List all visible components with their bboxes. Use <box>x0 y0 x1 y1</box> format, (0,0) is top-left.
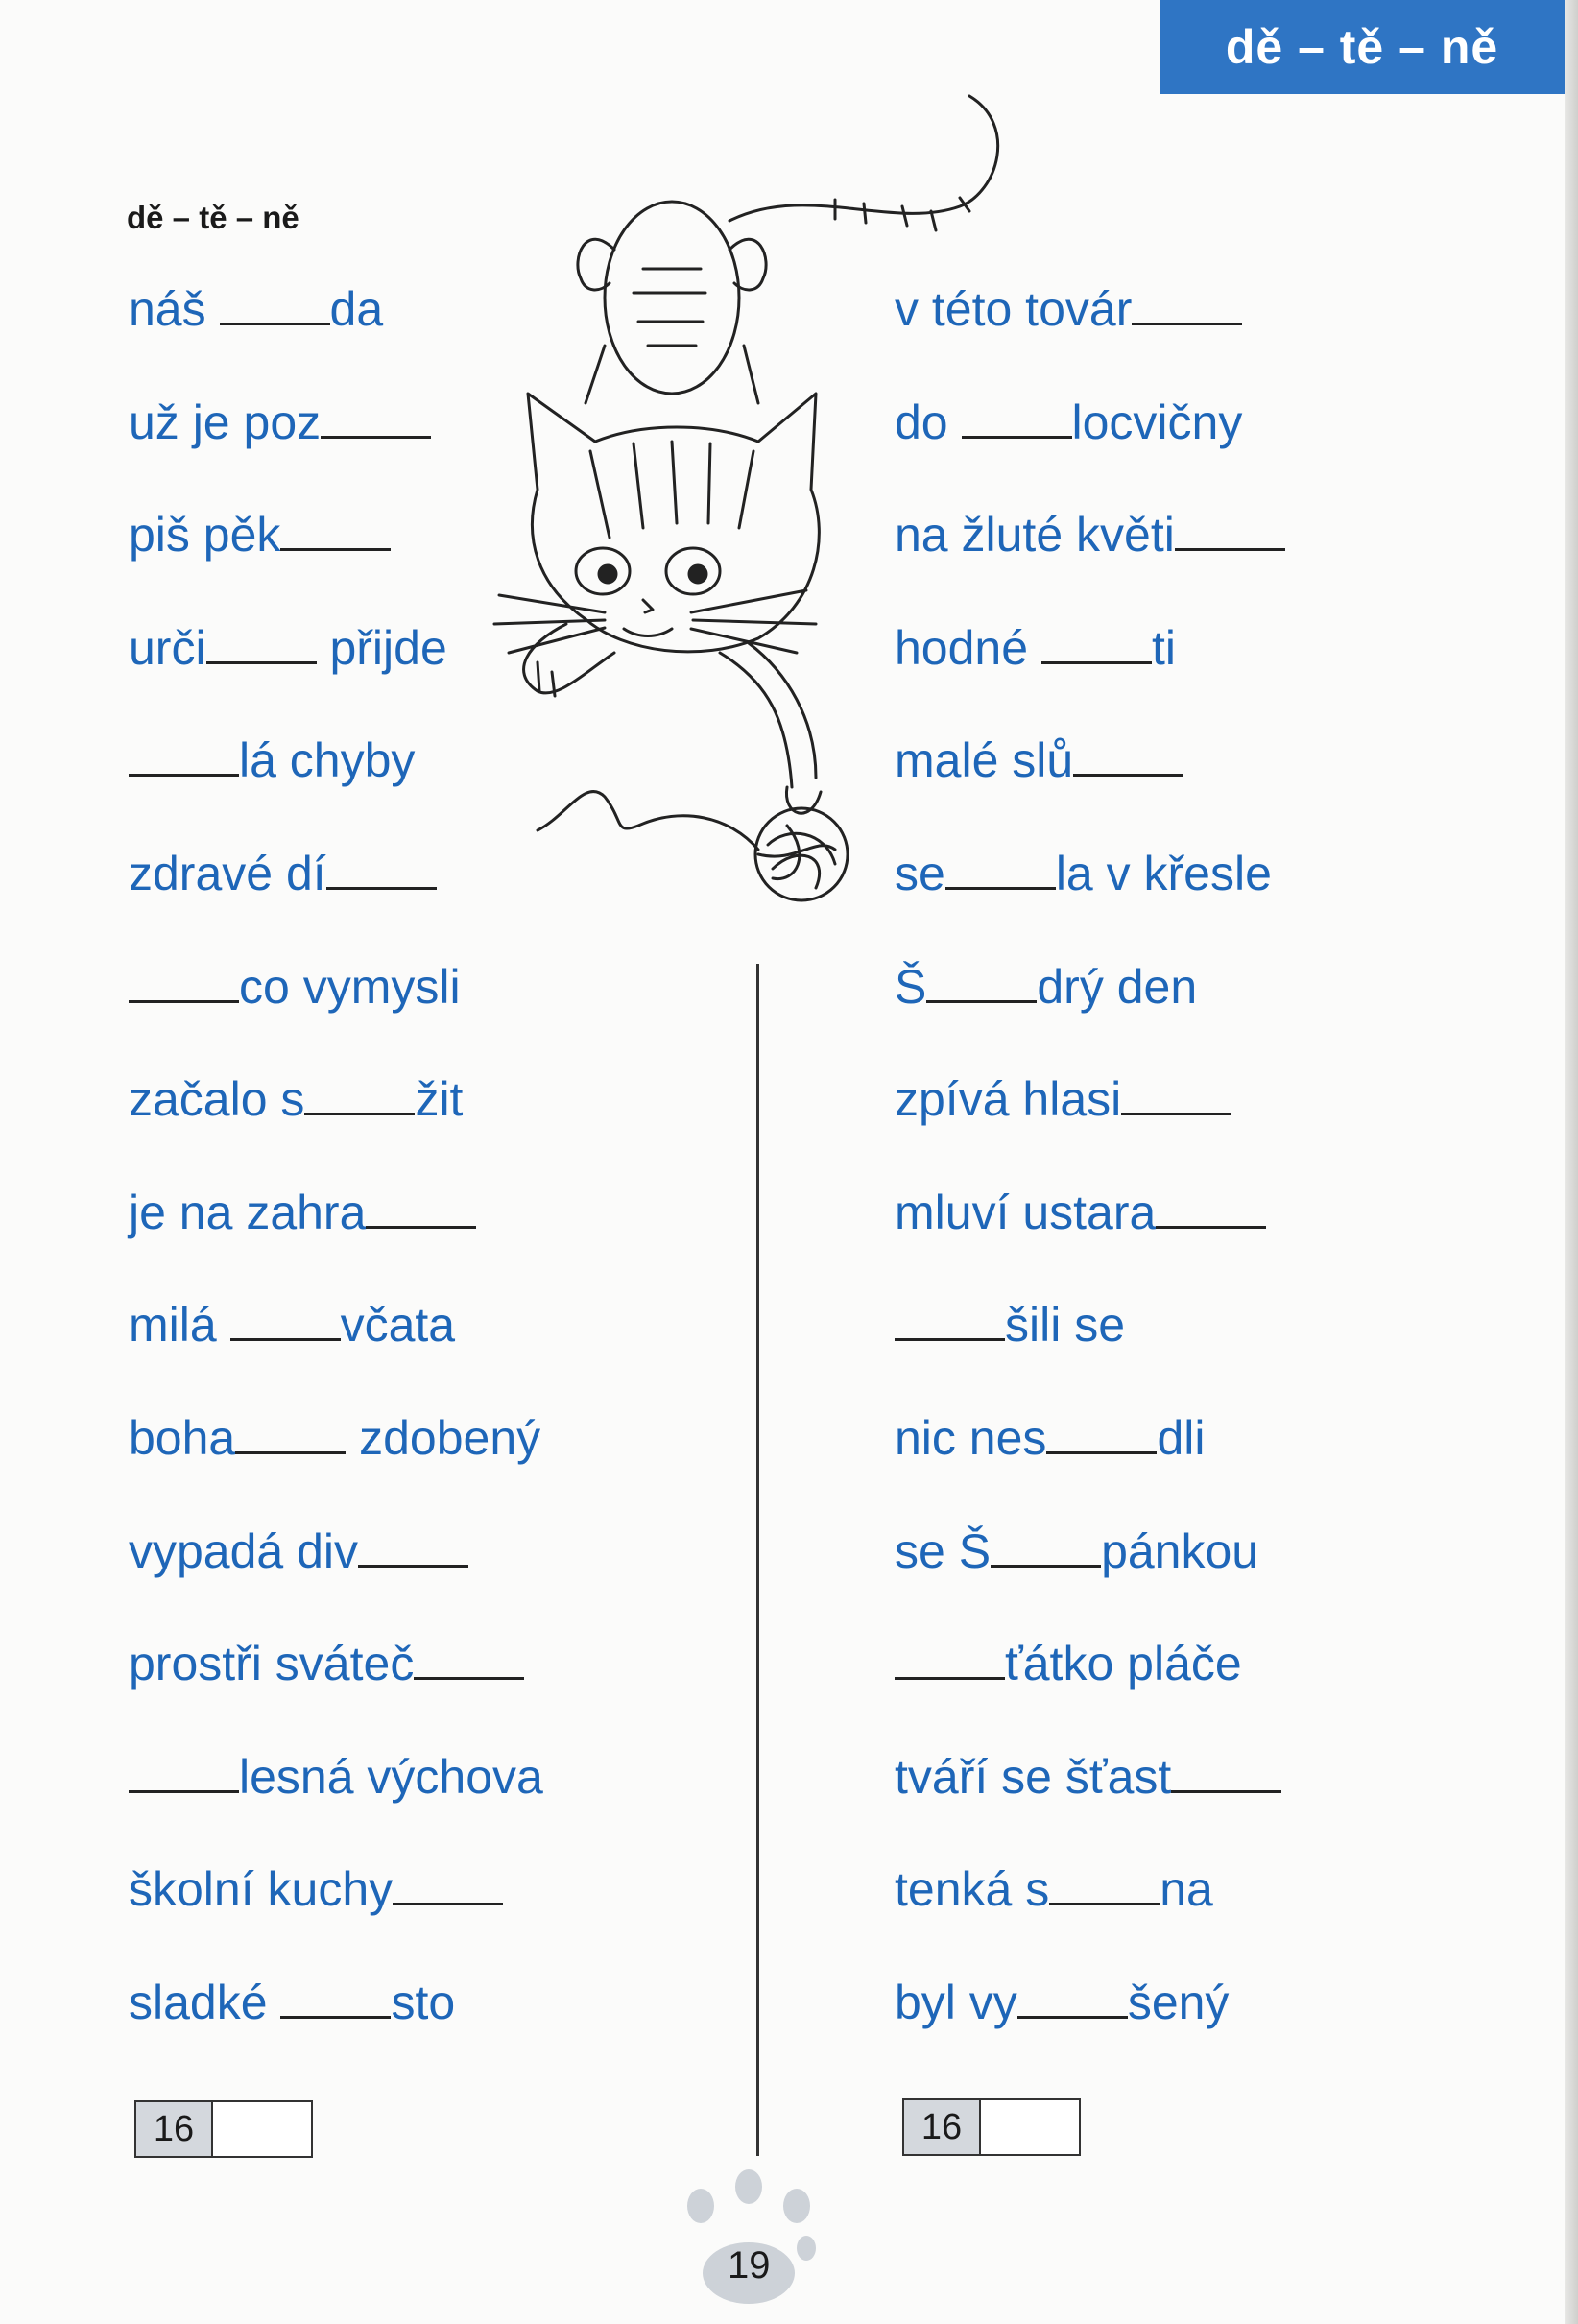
item-text-before: hodné <box>895 620 1041 675</box>
exercise-item <box>129 1974 543 2087</box>
item-text-after: lesná výchova <box>239 1749 543 1804</box>
fill-in-blank[interactable] <box>280 508 391 551</box>
exercise-item <box>895 1522 1285 1636</box>
fill-in-blank[interactable] <box>991 1524 1101 1568</box>
item-text-after: na <box>1160 1862 1213 1917</box>
fill-in-blank[interactable] <box>1171 1750 1281 1793</box>
score-input[interactable] <box>981 2100 1079 2154</box>
item-text-after: pánkou <box>1101 1523 1259 1578</box>
fill-in-blank[interactable] <box>393 1862 503 1905</box>
fill-in-blank[interactable] <box>1121 1072 1231 1115</box>
item-text-before: sladké <box>129 1975 281 2029</box>
fill-in-blank[interactable] <box>235 1411 346 1454</box>
exercise-item <box>895 958 1285 1071</box>
exercise-heading: dě – tě – ně <box>127 200 299 235</box>
exercise-item <box>129 1296 543 1409</box>
fill-in-blank[interactable] <box>280 1976 391 2019</box>
item-text-after: lá chyby <box>239 733 416 788</box>
item-text-before: se <box>895 846 945 900</box>
score-input[interactable] <box>213 2102 311 2156</box>
item-text-before: nic nes <box>895 1410 1047 1465</box>
fill-in-blank[interactable] <box>304 1072 415 1115</box>
item-text-before: se Š <box>895 1523 992 1578</box>
exercise-item <box>129 1748 543 1861</box>
item-text-before: zpívá hlasi <box>895 1072 1122 1127</box>
item-text-before: piš pěk <box>129 508 281 563</box>
fill-in-blank[interactable] <box>358 1524 468 1568</box>
fill-in-blank[interactable] <box>321 395 431 439</box>
item-text-after: drý den <box>1037 959 1198 1014</box>
exercise-item <box>129 1409 543 1522</box>
exercise-item <box>895 1070 1285 1184</box>
exercise-item <box>129 1184 543 1297</box>
item-text-before: už je poz <box>129 395 322 449</box>
item-text-after: ťátko pláče <box>1005 1637 1242 1691</box>
item-text-before: na žluté květi <box>895 508 1175 563</box>
item-text-before: v této továr <box>895 282 1133 336</box>
fill-in-blank[interactable] <box>895 1637 1005 1680</box>
item-text-before: začalo s <box>129 1072 305 1127</box>
exercise-item <box>895 1635 1285 1748</box>
item-text-after: la v křesle <box>1055 846 1272 900</box>
item-text-before: boha <box>129 1410 236 1465</box>
fill-in-blank[interactable] <box>326 847 437 890</box>
item-text-before: do <box>895 395 962 449</box>
score-box-left <box>134 2100 313 2158</box>
exercise-item <box>129 1860 543 1974</box>
item-text-after: včata <box>340 1298 456 1353</box>
item-text-before: náš <box>129 282 220 336</box>
fill-in-blank[interactable] <box>1175 508 1285 551</box>
item-text-before: urči <box>129 620 206 675</box>
item-text-before: Š <box>895 959 927 1014</box>
fill-in-blank[interactable] <box>895 1298 1005 1341</box>
exercise-item <box>895 1974 1285 2087</box>
fill-in-blank[interactable] <box>1049 1862 1160 1905</box>
fill-in-blank[interactable] <box>129 733 239 777</box>
fill-in-blank[interactable] <box>1041 621 1152 664</box>
item-text-before: tenká s <box>895 1862 1050 1917</box>
cat-illustration <box>480 86 1017 912</box>
item-text-before: školní kuchy <box>129 1862 394 1917</box>
exercise-item <box>129 1635 543 1748</box>
item-text-before: tváří se šťast <box>895 1749 1172 1804</box>
item-text-before: zdravé dí <box>129 846 326 900</box>
exercise-item <box>129 1522 543 1636</box>
item-text-after: locvičny <box>1071 395 1243 449</box>
exercise-item <box>895 1748 1285 1861</box>
item-text-before: je na zahra <box>129 1185 367 1239</box>
item-text-before: malé slů <box>895 733 1074 788</box>
item-text-after: ti <box>1151 620 1176 675</box>
item-text-before: mluví ustara <box>895 1185 1157 1239</box>
fill-in-blank[interactable] <box>129 1750 239 1793</box>
item-text-after: žit <box>415 1072 464 1127</box>
item-text-before: milá <box>129 1298 230 1353</box>
fill-in-blank[interactable] <box>1156 1186 1266 1229</box>
page-number: 19 <box>728 2244 771 2287</box>
item-text-after: šený <box>1127 1975 1230 2029</box>
exercise-item <box>895 1860 1285 1974</box>
page-edge <box>1565 0 1578 2324</box>
fill-in-blank[interactable] <box>206 621 317 664</box>
item-text-after: šili se <box>1005 1298 1126 1353</box>
fill-in-blank[interactable] <box>1073 733 1184 777</box>
score-max: 16 <box>904 2100 981 2154</box>
fill-in-blank[interactable] <box>129 960 239 1003</box>
item-text-after: co vymysli <box>239 959 461 1014</box>
column-divider <box>756 964 759 2156</box>
exercise-item <box>129 958 543 1071</box>
item-text-after: dli <box>1157 1410 1206 1465</box>
item-text-after: zdobený <box>346 1410 541 1465</box>
exercise-item <box>895 1296 1285 1409</box>
item-text-before: vypadá div <box>129 1523 359 1578</box>
item-text-after: přijde <box>316 620 447 675</box>
chapter-banner: dě – tě – ně <box>1160 0 1565 94</box>
item-text-before: prostři sváteč <box>129 1637 415 1691</box>
fill-in-blank[interactable] <box>366 1186 476 1229</box>
fill-in-blank[interactable] <box>1046 1411 1157 1454</box>
fill-in-blank[interactable] <box>414 1637 524 1680</box>
score-max: 16 <box>136 2102 213 2156</box>
fill-in-blank[interactable] <box>230 1298 341 1341</box>
fill-in-blank[interactable] <box>220 282 330 325</box>
exercise-item <box>895 1184 1285 1297</box>
item-text-before: byl vy <box>895 1975 1017 2029</box>
fill-in-blank[interactable] <box>926 960 1037 1003</box>
item-text-after: da <box>329 282 384 336</box>
score-box-right <box>902 2098 1081 2156</box>
exercise-item <box>129 1070 543 1184</box>
item-text-after: sto <box>391 1975 456 2029</box>
fill-in-blank[interactable] <box>1017 1976 1128 2019</box>
exercise-item <box>895 1409 1285 1522</box>
fill-in-blank[interactable] <box>1132 282 1242 325</box>
